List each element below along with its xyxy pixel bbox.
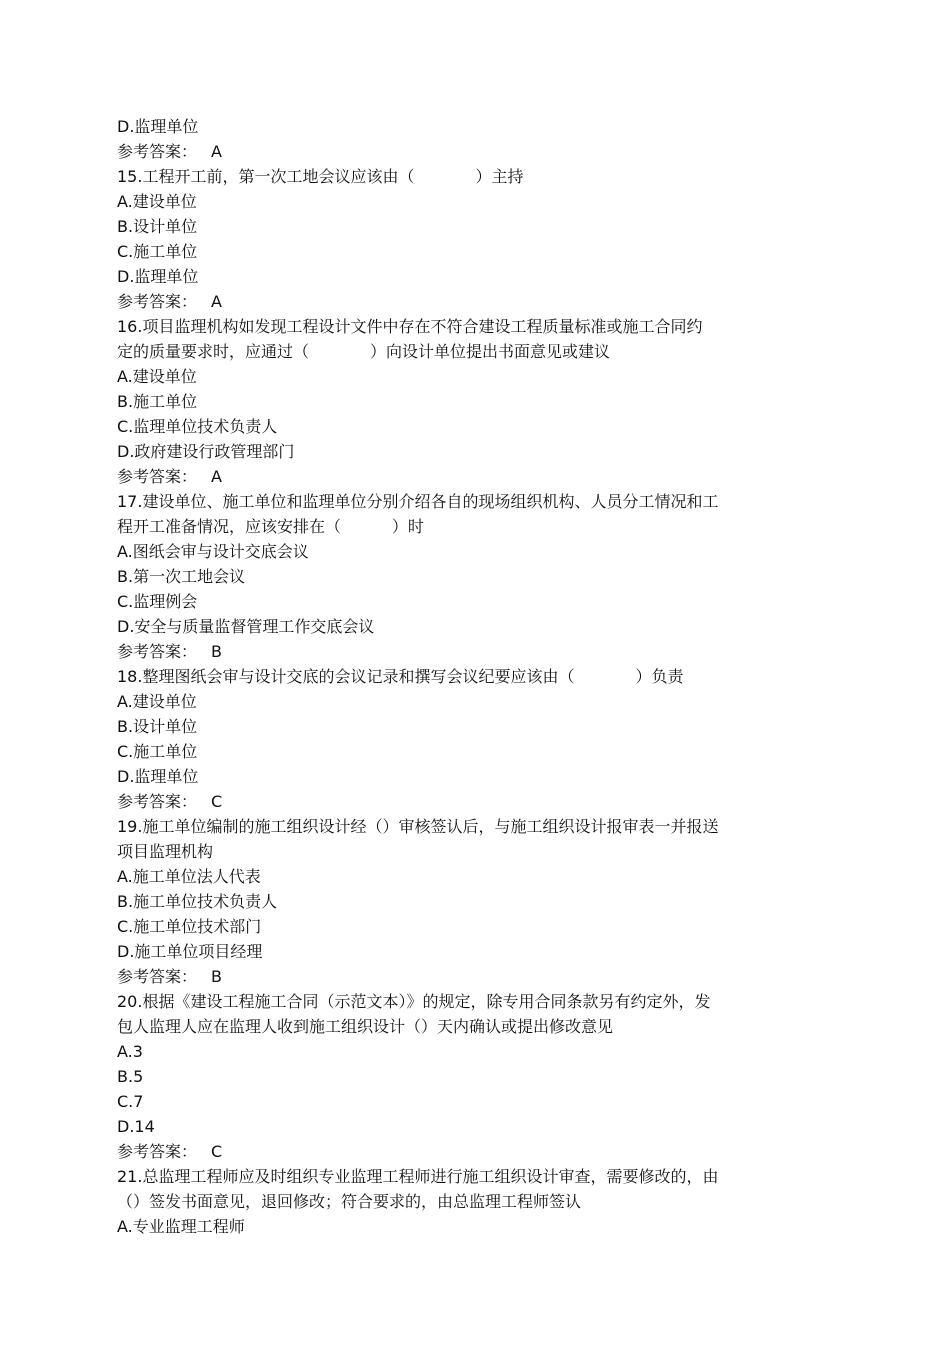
answer-label: 参考答案： [117,792,198,811]
answer-line [117,464,807,489]
option-text: D.监理单位 [117,767,199,786]
option-text: D.施工单位项目经理 [117,942,263,961]
option-text: A.建设单位 [117,192,197,211]
answer-label: 参考答案： [117,467,198,486]
answer-label: 参考答案： [117,1142,198,1161]
answer-line [117,1139,807,1164]
answer-value: C [211,1142,223,1161]
option-text: D.监理单位 [117,117,199,136]
option-text: A.图纸会审与设计交底会议 [117,542,309,561]
question-text: 定的质量要求时，应通过（ ）向设计单位提出书面意见或建议 [117,342,611,361]
answer-value: A [211,467,222,486]
answer-value: A [211,292,222,311]
question-text: 项目监理机构 [117,842,214,861]
answer-value: B [211,967,222,986]
option-text: A.3 [117,1042,143,1061]
question-text: 17.建设单位、施工单位和监理单位分别介绍各自的现场组织机构、人员分工情况和工 [117,492,719,511]
question-text: （）签发书面意见，退回修改；符合要求的，由总监理工程师签认 [117,1192,582,1211]
question-text: 程开工准备情况，应该安排在（ ）时 [117,517,424,536]
answer-label: 参考答案： [117,967,198,986]
option-text: D.政府建设行政管理部门 [117,442,295,461]
option-text: D.14 [117,1117,155,1136]
option-text: B.设计单位 [117,217,198,236]
option-text: C.监理单位技术负责人 [117,417,278,436]
option-text: B.施工单位技术负责人 [117,892,278,911]
question-text: 18.整理图纸会审与设计交底的会议记录和撰写会议纪要应该由（ ）负责 [117,667,684,686]
document-body [117,114,807,1239]
question-text: 19.施工单位编制的施工组织设计经（）审核签认后，与施工组织设计报审表一并报送 [117,817,719,836]
question-text: 20.根据《建设工程施工合同（示范文本）》的规定，除专用合同条款另有约定外，发 [117,992,711,1011]
question-text: 21.总监理工程师应及时组织专业监理工程师进行施工组织设计审查，需要修改的，由 [117,1167,719,1186]
option-text: C.施工单位技术部门 [117,917,262,936]
question-text: 包人监理人应在监理人收到施工组织设计（）天内确认或提出修改意见 [117,1017,614,1036]
answer-value: A [211,142,222,161]
question-text: 15.工程开工前，第一次工地会议应该由（ ）主持 [117,167,524,186]
question-text: 16.项目监理机构如发现工程设计文件中存在不符合建设工程质量标准或施工合同约 [117,317,703,336]
option-text: A.建设单位 [117,692,197,711]
option-text: A.专业监理工程师 [117,1217,245,1236]
option-text: D.监理单位 [117,267,199,286]
option-text: C.施工单位 [117,242,198,261]
answer-label: 参考答案： [117,292,198,311]
option-text: A.施工单位法人代表 [117,867,261,886]
option-text: C.7 [117,1092,144,1111]
answer-value: C [211,792,223,811]
answer-label: 参考答案： [117,142,198,161]
answer-line [117,139,807,164]
answer-line [117,639,807,664]
answer-line [117,964,807,989]
answer-line [117,789,807,814]
option-text: B.施工单位 [117,392,198,411]
option-text: B.设计单位 [117,717,198,736]
option-text: C.监理例会 [117,592,198,611]
answer-value: B [211,642,222,661]
option-text: C.施工单位 [117,742,198,761]
answer-line [117,289,807,314]
option-text: D.安全与质量监督管理工作交底会议 [117,617,375,636]
option-text: A.建设单位 [117,367,197,386]
option-text: B.5 [117,1067,144,1086]
option-text: B.第一次工地会议 [117,567,246,586]
answer-label: 参考答案： [117,642,198,661]
